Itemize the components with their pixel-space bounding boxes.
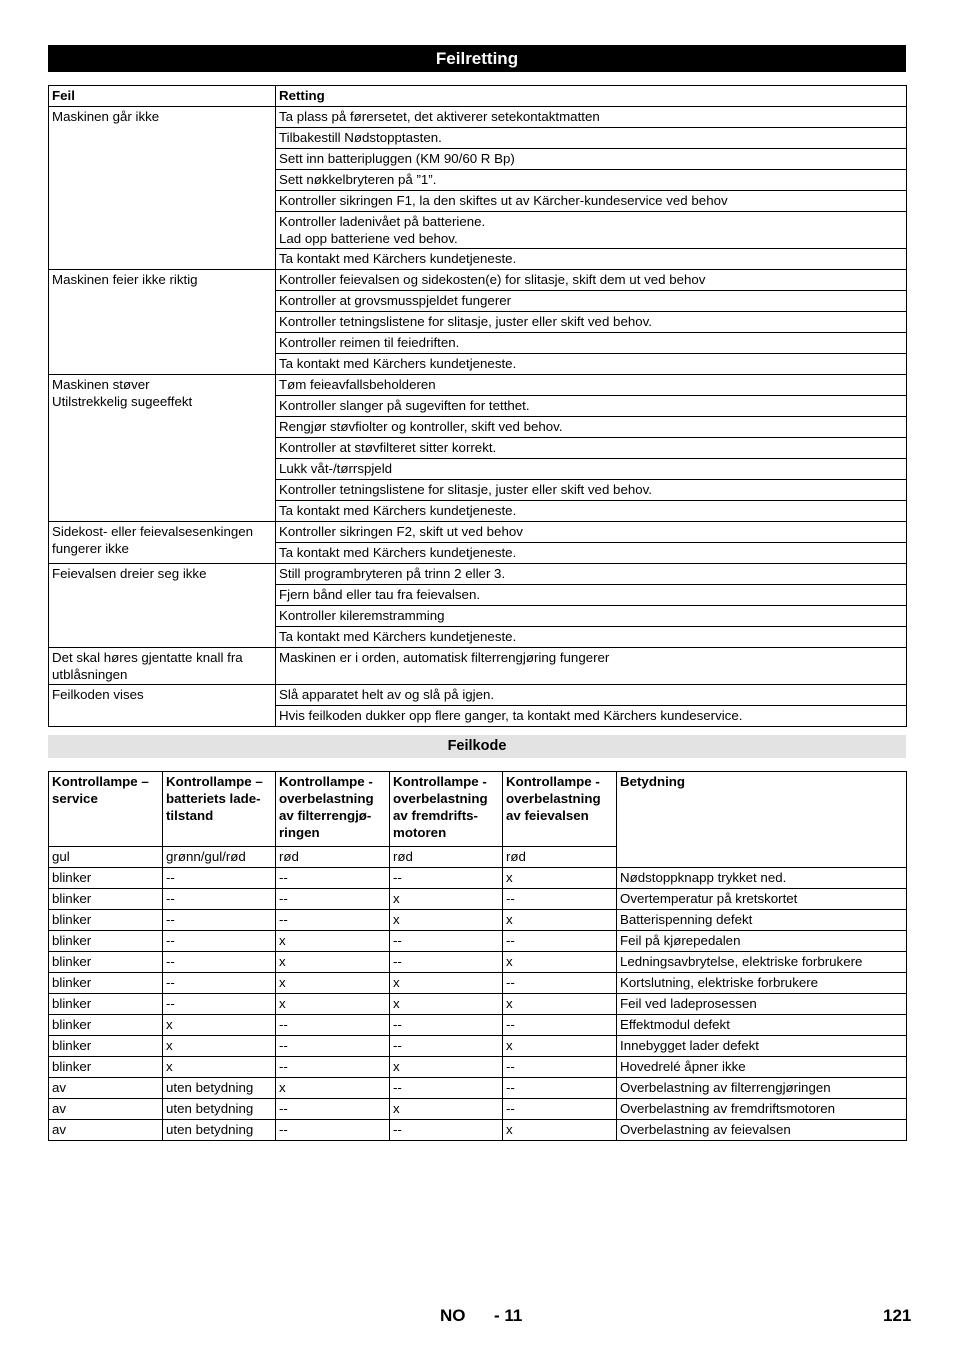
lamp-state-cell: --	[163, 931, 276, 952]
text-line: Kontrollampe -	[506, 774, 600, 789]
text-line: Lukk våt-/tørrspjeld	[279, 461, 393, 476]
remedy-cell	[276, 312, 907, 333]
text-line: Ta kontakt med Kärchers kundetjeneste.	[279, 629, 517, 644]
table-row	[49, 1120, 907, 1141]
text-line: Kontroller tetningslistene for slitasje, juster eller skift ved behov.	[279, 482, 652, 497]
text-line: av feievalsen	[506, 808, 589, 823]
text-line: Kontroller ladenivået på batteriene.	[279, 214, 486, 229]
lamp-state-cell: blinker	[49, 910, 163, 931]
lamp-state-cell: --	[503, 973, 617, 994]
lamp-state-cell: x	[163, 1057, 276, 1078]
text-line: Fjern bånd eller tau fra feievalsen.	[279, 587, 481, 602]
fault-cell	[49, 685, 276, 727]
meaning-cell: Overtemperatur på kretskortet	[617, 889, 907, 910]
header-remedy: Retting	[276, 86, 907, 107]
remedy-cell	[276, 107, 907, 128]
remedy-cell	[276, 606, 907, 627]
meaning-cell: Effektmodul defekt	[617, 1015, 907, 1036]
remedy-cell	[276, 191, 907, 212]
text-line: Kontrollampe –	[166, 774, 263, 789]
troubleshooting-body	[49, 107, 907, 727]
remedy-cell	[276, 417, 907, 438]
remedy-cell	[276, 333, 907, 354]
table-row	[49, 952, 907, 973]
footer-language: NO	[440, 1306, 466, 1325]
lamp-state-cell: --	[390, 952, 503, 973]
lamp-state-cell: --	[503, 1099, 617, 1120]
lamp-state-cell: blinker	[49, 889, 163, 910]
remedy-cell	[276, 585, 907, 606]
lamp-state-cell: --	[276, 1057, 390, 1078]
lamp-state-cell: blinker	[49, 1015, 163, 1036]
table-row	[49, 1036, 907, 1057]
lamp-state-cell: blinker	[49, 952, 163, 973]
lamp-color-cell: rød	[503, 847, 617, 868]
text-line: Tilbakestill Nødstopptasten.	[279, 130, 442, 145]
text-line: Kontroller reimen til feiedriften.	[279, 335, 460, 350]
lamp-color-cell: gul	[49, 847, 163, 868]
lamp-state-cell: --	[276, 1099, 390, 1120]
text-line: Hvis feilkoden dukker opp flere ganger, ta kontakt med Kärchers kundeservice.	[279, 708, 743, 723]
lamp-state-cell: x	[276, 931, 390, 952]
text-line: av filterrengjø-	[279, 808, 372, 823]
remedy-cell	[276, 706, 907, 727]
table-row	[49, 270, 907, 291]
lamp-state-cell: --	[163, 952, 276, 973]
text-line: overbelastning	[279, 791, 374, 806]
lamp-state-cell: uten betydning	[163, 1099, 276, 1120]
lamp-color-cell: grønn/gul/rød	[163, 847, 276, 868]
lamp-state-cell: --	[390, 1078, 503, 1099]
lamp-state-cell: --	[503, 1078, 617, 1099]
table-row	[49, 375, 907, 396]
column-header	[49, 772, 163, 847]
text-line: Maskinen støver	[52, 377, 150, 392]
lamp-state-cell: --	[503, 931, 617, 952]
text-line: ringen	[279, 825, 320, 840]
text-line: Sidekost- eller feievalsesenkingen	[52, 524, 254, 539]
remedy-cell	[276, 291, 907, 312]
lamp-state-cell: --	[390, 1036, 503, 1057]
meaning-cell: Ledningsavbrytelse, elektriske forbrukere	[617, 952, 907, 973]
text-line: Sett inn batteripluggen (KM 90/60 R Bp)	[279, 151, 515, 166]
meaning-cell: Feil ved ladeprosessen	[617, 994, 907, 1015]
text-line: Ta kontakt med Kärchers kundetjeneste.	[279, 356, 517, 371]
remedy-cell	[276, 375, 907, 396]
lamp-state-cell: uten betydning	[163, 1078, 276, 1099]
lamp-state-cell: x	[390, 1099, 503, 1120]
column-header	[276, 772, 390, 847]
table-row	[49, 994, 907, 1015]
text-line: fungerer ikke	[52, 541, 129, 556]
remedy-cell	[276, 648, 907, 685]
text-line: Slå apparatet helt av og slå på igjen.	[279, 687, 495, 702]
text-line: utblåsningen	[52, 667, 128, 682]
footer-local-page: - 11	[494, 1306, 523, 1325]
lamp-state-cell: --	[276, 889, 390, 910]
lamp-state-cell: x	[163, 1036, 276, 1057]
remedy-cell	[276, 270, 907, 291]
remedy-cell	[276, 354, 907, 375]
text-line: Kontrollampe –	[52, 774, 149, 789]
text-line: Kontroller feievalsen og sidekosten(e) for slitasje, skift dem ut ved behov	[279, 272, 706, 287]
lamp-state-cell: x	[503, 868, 617, 889]
column-header	[390, 772, 503, 847]
text-line: Ta plass på førersetet, det aktiverer setekontaktmatten	[279, 109, 600, 124]
lamp-color-cell: rød	[390, 847, 503, 868]
text-line: Maskinen er i orden, automatisk filterrengjøring fungerer	[279, 650, 610, 665]
header-fault: Feil	[49, 86, 276, 107]
lamp-state-cell: x	[503, 1120, 617, 1141]
error-code-table	[48, 771, 907, 1141]
lamp-state-cell: --	[276, 1036, 390, 1057]
lamp-state-cell: --	[390, 1120, 503, 1141]
lamp-state-cell: blinker	[49, 994, 163, 1015]
error-code-body	[49, 772, 907, 1141]
remedy-cell	[276, 149, 907, 170]
table-row	[49, 868, 907, 889]
lamp-state-cell: av	[49, 1099, 163, 1120]
lamp-state-cell: x	[276, 952, 390, 973]
table-row	[49, 685, 907, 706]
meaning-cell: Innebygget lader defekt	[617, 1036, 907, 1057]
page-title: Feilretting	[48, 45, 906, 72]
lamp-state-cell: --	[163, 973, 276, 994]
lamp-state-cell: x	[503, 994, 617, 1015]
text-line: Betydning	[620, 774, 686, 789]
fault-cell	[49, 107, 276, 270]
table-row	[49, 1078, 907, 1099]
remedy-cell	[276, 396, 907, 417]
text-line: Kontroller sikringen F2, skift ut ved behov	[279, 524, 523, 539]
meaning-cell: Overbelastning av feievalsen	[617, 1120, 907, 1141]
text-line: Lad opp batteriene ved behov.	[279, 231, 458, 246]
table-row	[49, 1015, 907, 1036]
text-line: Utilstrekkelig sugeeffekt	[52, 394, 193, 409]
lamp-state-cell: blinker	[49, 868, 163, 889]
text-line: Maskinen går ikke	[52, 109, 160, 124]
text-line: Rengjør støvfiolter og kontroller, skift ved behov.	[279, 419, 563, 434]
remedy-cell	[276, 627, 907, 648]
text-line: Kontroller tetningslistene for slitasje, juster eller skift ved behov.	[279, 314, 652, 329]
text-line: Kontrollampe -	[393, 774, 487, 789]
text-line: motoren	[393, 825, 447, 840]
lamp-state-cell: --	[163, 910, 276, 931]
text-line: service	[52, 791, 98, 806]
table-row	[49, 1057, 907, 1078]
lamp-state-cell: --	[390, 931, 503, 952]
text-line: overbelastning	[393, 791, 488, 806]
lamp-state-cell: blinker	[49, 1036, 163, 1057]
meaning-cell: Hovedrelé åpner ikke	[617, 1057, 907, 1078]
text-line: av fremdrifts-	[393, 808, 478, 823]
table-row	[49, 648, 907, 685]
remedy-cell	[276, 480, 907, 501]
meaning-cell: Nødstoppknapp trykket ned.	[617, 868, 907, 889]
lamp-state-cell: blinker	[49, 931, 163, 952]
text-line: Kontroller at støvfilteret sitter korrekt.	[279, 440, 497, 455]
meaning-cell: Batterispenning defekt	[617, 910, 907, 931]
table-row	[49, 107, 907, 128]
lamp-state-cell: x	[390, 889, 503, 910]
lamp-state-cell: x	[276, 994, 390, 1015]
fault-cell	[49, 375, 276, 522]
lamp-state-cell: uten betydning	[163, 1120, 276, 1141]
fault-cell	[49, 270, 276, 375]
text-line: Feievalsen dreier seg ikke	[52, 566, 207, 581]
fault-cell	[49, 648, 276, 685]
table-row	[49, 973, 907, 994]
remedy-cell	[276, 438, 907, 459]
column-header	[617, 772, 907, 868]
lamp-state-cell: --	[163, 868, 276, 889]
lamp-state-cell: --	[276, 910, 390, 931]
lamp-state-cell: av	[49, 1078, 163, 1099]
lamp-state-cell: av	[49, 1120, 163, 1141]
lamp-state-cell: x	[390, 973, 503, 994]
remedy-cell	[276, 212, 907, 249]
table-row	[49, 1099, 907, 1120]
fault-cell	[49, 522, 276, 564]
text-line: Ta kontakt med Kärchers kundetjeneste.	[279, 251, 517, 266]
lamp-state-cell: blinker	[49, 1057, 163, 1078]
text-line: Kontroller at grovsmusspjeldet fungerer	[279, 293, 512, 308]
table-row	[49, 889, 907, 910]
text-line: batteriets lade-	[166, 791, 261, 806]
lamp-state-cell: --	[503, 1015, 617, 1036]
text-line: Kontrollampe -	[279, 774, 373, 789]
remedy-cell	[276, 170, 907, 191]
text-line: Ta kontakt med Kärchers kundetjeneste.	[279, 545, 517, 560]
lamp-state-cell: x	[390, 910, 503, 931]
remedy-cell	[276, 459, 907, 480]
footer-page-number: 121	[883, 1306, 912, 1325]
meaning-cell: Kortslutning, elektriske forbrukere	[617, 973, 907, 994]
table-row	[49, 522, 907, 543]
lamp-state-cell: --	[163, 889, 276, 910]
table-header-row	[49, 86, 907, 107]
lamp-state-cell: x	[503, 952, 617, 973]
lamp-state-cell: --	[276, 1120, 390, 1141]
text-line: Tøm feieavfallsbeholderen	[279, 377, 436, 392]
remedy-cell	[276, 249, 907, 270]
text-line: Kontroller sikringen F1, la den skiftes ut av Kärcher-kundeservice ved behov	[279, 193, 728, 208]
lamp-state-cell: x	[503, 910, 617, 931]
remedy-cell	[276, 543, 907, 564]
meaning-cell: Feil på kjørepedalen	[617, 931, 907, 952]
lamp-color-cell: rød	[276, 847, 390, 868]
text-line: overbelastning	[506, 791, 601, 806]
text-line: Ta kontakt med Kärchers kundetjeneste.	[279, 503, 517, 518]
text-line: Still programbryteren på trinn 2 eller 3.	[279, 566, 506, 581]
fault-cell	[49, 564, 276, 648]
lamp-state-cell: x	[276, 973, 390, 994]
lamp-state-cell: x	[163, 1015, 276, 1036]
column-header	[503, 772, 617, 847]
table-row	[49, 564, 907, 585]
lamp-state-cell: --	[276, 868, 390, 889]
table-header-row	[49, 772, 907, 847]
text-line: Det skal høres gjentatte knall fra	[52, 650, 243, 665]
lamp-state-cell: blinker	[49, 973, 163, 994]
text-line: Kontroller slanger på sugeviften for tetthet.	[279, 398, 530, 413]
lamp-state-cell: --	[503, 1057, 617, 1078]
meaning-cell: Overbelastning av filterrengjøringen	[617, 1078, 907, 1099]
remedy-cell	[276, 128, 907, 149]
remedy-cell	[276, 522, 907, 543]
lamp-state-cell: x	[390, 1057, 503, 1078]
remedy-cell	[276, 501, 907, 522]
lamp-state-cell: --	[276, 1015, 390, 1036]
text-line: Maskinen feier ikke riktig	[52, 272, 198, 287]
lamp-state-cell: x	[503, 1036, 617, 1057]
text-line: Kontroller kileremstramming	[279, 608, 445, 623]
lamp-state-cell: --	[390, 868, 503, 889]
text-line: Feilkoden vises	[52, 687, 144, 702]
table-row	[49, 910, 907, 931]
remedy-cell	[276, 685, 907, 706]
lamp-state-cell: --	[390, 1015, 503, 1036]
troubleshooting-table	[48, 85, 907, 727]
lamp-state-cell: x	[390, 994, 503, 1015]
lamp-state-cell: --	[163, 994, 276, 1015]
table-row	[49, 931, 907, 952]
lamp-state-cell: x	[276, 1078, 390, 1099]
text-line: Sett nøkkelbryteren på ”1”.	[279, 172, 437, 187]
lamp-state-cell: --	[503, 889, 617, 910]
remedy-cell	[276, 564, 907, 585]
error-code-title: Feilkode	[48, 735, 906, 758]
meaning-cell: Overbelastning av fremdriftsmotoren	[617, 1099, 907, 1120]
column-header	[163, 772, 276, 847]
text-line: tilstand	[166, 808, 214, 823]
